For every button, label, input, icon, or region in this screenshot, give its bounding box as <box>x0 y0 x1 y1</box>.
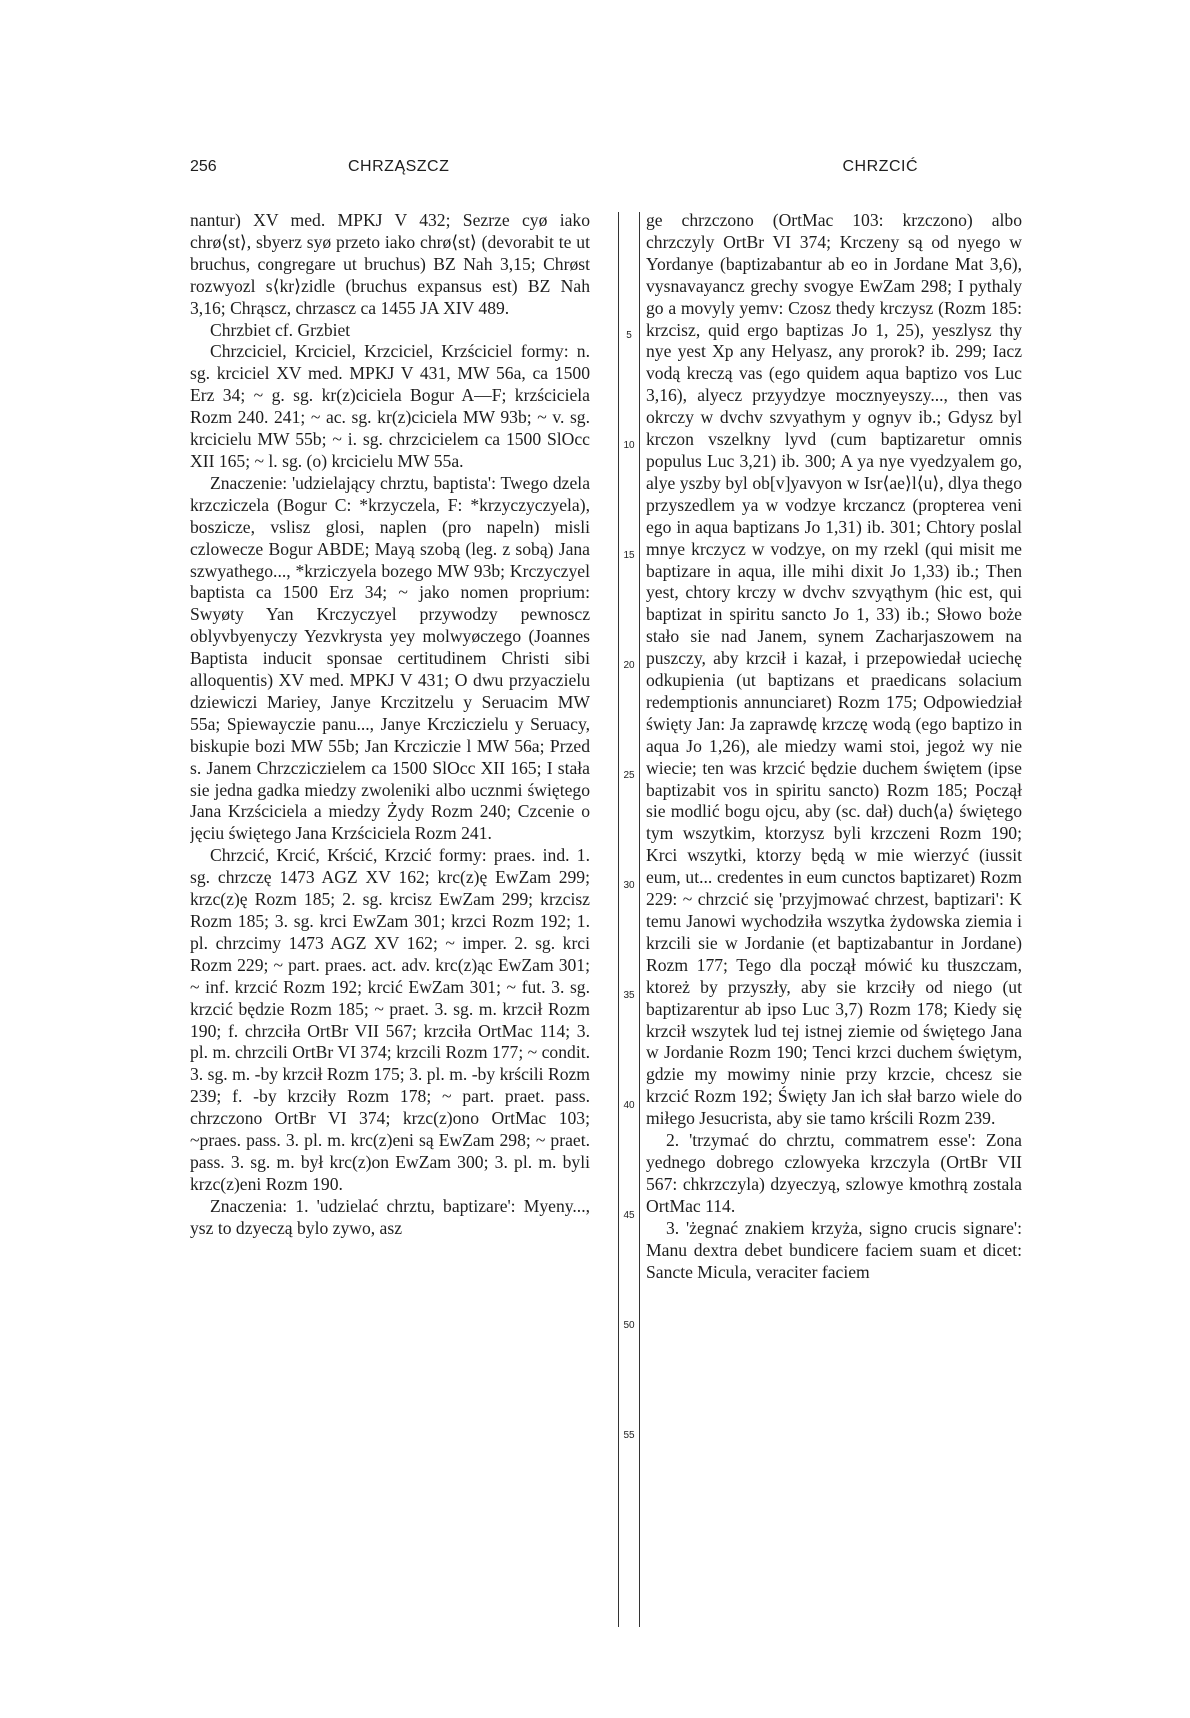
line-number: 45 <box>623 1210 635 1221</box>
column-rule-left <box>618 212 619 1627</box>
left-running-title: CHRZĄSZCZ <box>348 158 450 175</box>
line-number: 40 <box>623 1100 635 1111</box>
line-number: 55 <box>623 1430 635 1441</box>
entry-paragraph: ge chrzczono (OrtMac 103: krzczono) albo chrzczyly OrtBr VI 374; Krczeny są od nyego w Yordanye (baptizabantur ab eo in Jordane Mat 3,6), vysnavayancz grechy svogye EwZam 298; I pythaly go a movyly yemv: Czosz thedy krczysz (Rozm 185: krzcisz, quid ergo baptizas Jo 1, 25), yeszlysz thy nye yest Xp any Helyasz, any prorok? ib. 299; Iacz vodą kreczą vas (ego quidem aqua baptizo vos Luc 3,16), alyecz przyydzye mocznyeyszy..., then vas okrczy w dvchv szvyathym y ognyv ib.; Gdysz byl krczon vszelkny lyvd (cum baptizaretur omnis populus Luc 3,21) ib. 300; A ya nye vyedzyalem go, alye yszby byl ob[v]yavyon w Isr⟨ae⟩l⟨u⟩, dlya thego przyszedlem ya w vodzye krczancz (propterea veni ego in aqua baptizans Jo 1,31) ib. 301; Chtory poslal mnye krczycz w vodzye, on my rzekl (qui misit me baptizare in aqua, ille mihi dixit Jo 1,33) ib.; Then yest, chtory krczy w dvchv szvyąthym (hic est, qui baptizat in spiritu sancto Jo 1, 33) ib.; Słowo boże stało sie nad Janem, synem Zacharjaszowem na puszczy, aby krzcił i kazał, i przepowiedał uciechę odkupienia (ut baptizans et praedicans solacium redemptionis annunciaret) Rozm 175; Odpowiedział święty Jan: Ja zaprawdę krzczę wodą (ego baptizo in aqua Jo 1,26), ale miedzy wami stoi, jegoż wy nie wiecie; ten was krzcić będzie duchem świętem (ipse baptizabit vos in spiritu sancto) Rozm 185; Począł sie modlić bogu ojcu, aby (sc. dał) duch⟨a⟩ świętego tym wszytkim, ktorzysz byli krzczeni Rozm 190; Krci wszytki, ktorzy będą w mie wierzyć (iussit eum, ut... credentes in eum cunctos baptizaret) Rozm 229: ~ chrzcić się 'przyjmować chrzest, baptizari': K temu Janowi wychodziła wszytka żydowska ziemia i krzcili sie w Jordanie (et baptizabantur in Jordane) Rozm 177; Tego dla począł mówić ku tłuszczam, ktoreż by przyszły, aby sie krzciły od niego (ut baptizarentur ab ipso Luc 3,7) Rozm 178; Kiedy się krzcił wszytek lud tej istnej ziemie od świętego Jana w Jordanie Rozm 190; Tenci krzci duchem świętym, gdzie my mowimy ninie przy krzcie, chcesz sie krzcić Rozm 192; Święty Jan ich słał barzo wiele do miłego Jesucrista, aby sie tamo krścili Rozm 239. <box>646 210 1022 1129</box>
entry-meanings-chrzcic: Znaczenia: 1. 'udzielać chrztu, baptizare': Myeny..., ysz to dzyeczą bylo zywo, asz <box>190 1195 590 1238</box>
line-number: 15 <box>623 550 635 561</box>
line-number: 35 <box>623 990 635 1001</box>
page-number: 256 <box>190 158 217 175</box>
left-column <box>190 210 590 1640</box>
entry-meaning-2: 2. 'trzymać do chrztu, commatrem esse': Zona yednego dobrego czlowyeka krzczyla (OrtBr VII 567: chkrzczyla) dzyeczyą, szlowye kmothrą zostala OrtMac 114. <box>646 1130 1022 1216</box>
entry-meaning-3: 3. 'żegnać znakiem krzyża, signo crucis signare': Manu dextra debet bundicere faciem suam et dicet: Sancte Micula, veraciter faciem <box>646 1217 1022 1282</box>
line-number: 30 <box>623 880 635 891</box>
right-column <box>646 210 1022 1640</box>
line-number: 20 <box>623 660 635 671</box>
line-number: 50 <box>623 1320 635 1331</box>
line-number: 25 <box>623 770 635 781</box>
line-number-gutter <box>620 210 638 1640</box>
entry-headword-chrzciciel: Chrzciciel, Krciciel, Krzciciel, Krzściciel formy: n. sg. krciciel XV med. MPKJ V 431, MW 56a, ca 1500 Erz 34; ~ g. sg. kr(z)ciciela Bogur A—F; krzściciela Rozm 240. 241; ~ ac. sg. kr(z)ciciela MW 93b; ~ v. sg. krcicielu MW 55b; ~ i. sg. chrzcicielem ca 1500 SlOcc XII 165; ~ l. sg. (o) krcicielu MW 55a. <box>190 341 590 471</box>
entry-meaning-chrzciciel: Znaczenie: 'udzielający chrztu, baptista': Twego dzela krzcziczela (Bogur C: *krzyczela, F: *krzyczyczyela), boszicze, vslisz glosi, naplen (pro napeln) misli czlowecze Bogur ABDE; Mayą szobą (leg. z sobą) Jana szwyathego..., *krziczyela bozego MW 93b; Krczyczyel baptista ca 1500 Erz 34; ~ jako nomen proprium: Swyøty Yan Krczyczyel przywodzy pewnoscz oblyvbyenyczy Yezvkrysta yey molwyøczego (Joannes Baptista inducit sponsae certitudinem Christi sibi alloquentis) XV med. MPKJ V 431; O dwu przyaczielu dziewiczi Mariey, Janye Krczitzelu y Seruacim MW 55a; Spiewayczie panu..., Janye Krcziczielu y Seruacy, biskupie bozi MW 55b; Jan Krcziczie l MW 56a; Przed s. Janem Chrzcziczielem ca 1500 SlOcc XII 165; I stała sie jedna gadka miedzy zwoleniki albo ucznmi świętego Jana Krzściciela a miedzy Żydy Rozm 240; Czcenie o jęciu świętego Jana Krzściciela Rozm 241. <box>190 472 590 844</box>
column-rule-right <box>639 212 640 1627</box>
right-running-title: CHRZCIĆ <box>842 158 918 175</box>
entry-paragraph: nantur) XV med. MPKJ V 432; Sezrze cyø iako chrø⟨st⟩, sbyerz syø przeto iako chrø⟨st⟩ (devorabit te ut bruchus, congregare ut bruchus) BZ Nah 3,15; Chrøst rozwyozl s⟨kr⟩zidle (bruchus expansus est) BZ Nah 3,16; Chrąscz, chrzascz ca 1455 JA XIV 489. <box>190 210 590 318</box>
line-number: 10 <box>623 440 635 451</box>
entry-headword-chrzbiet: Chrzbiet cf. Grzbiet <box>210 319 351 340</box>
running-header <box>190 158 950 184</box>
line-number: 5 <box>626 330 632 341</box>
entry-headword-chrzcic: Chrzcić, Krcić, Krścić, Krzcić formy: praes. ind. 1. sg. chrzczę 1473 AGZ XV 162; krc(z)ę EwZam 299; krzc(z)ę Rozm 185; 2. sg. krcisz EwZam 299; krzcisz Rozm 185; 3. sg. krci EwZam 301; krzci Rozm 192; 1. pl. chrzcimy 1473 AGZ XV 162; ~ imper. 2. sg. krci Rozm 229; ~ part. praes. act. adv. krc(z)ąc EwZam 301; ~ inf. krzcić Rozm 192; krcić EwZam 301; ~ fut. 3. sg. krzcić będzie Rozm 185; ~ praet. 3. sg. m. krzcił Rozm 190; f. chrzciła OrtBr VII 567; krzciła OrtMac 114; 3. pl. m. chrzcili OrtBr VI 374; krzcili Rozm 177; ~ condit. 3. sg. m. -by krzcił Rozm 175; 3. pl. m. -by krścili Rozm 239; f. -by krzciły Rozm 178; ~ part. praet. pass. chrzczono OrtBr VI 374; krzc(z)ono OrtMac 103; ~praes. pass. 3. pl. m. krc(z)eni są EwZam 298; ~ praet. pass. 3. sg. m. był krc(z)on EwZam 300; 3. pl. m. byli krzc(z)eni Rozm 190. <box>190 845 590 1194</box>
